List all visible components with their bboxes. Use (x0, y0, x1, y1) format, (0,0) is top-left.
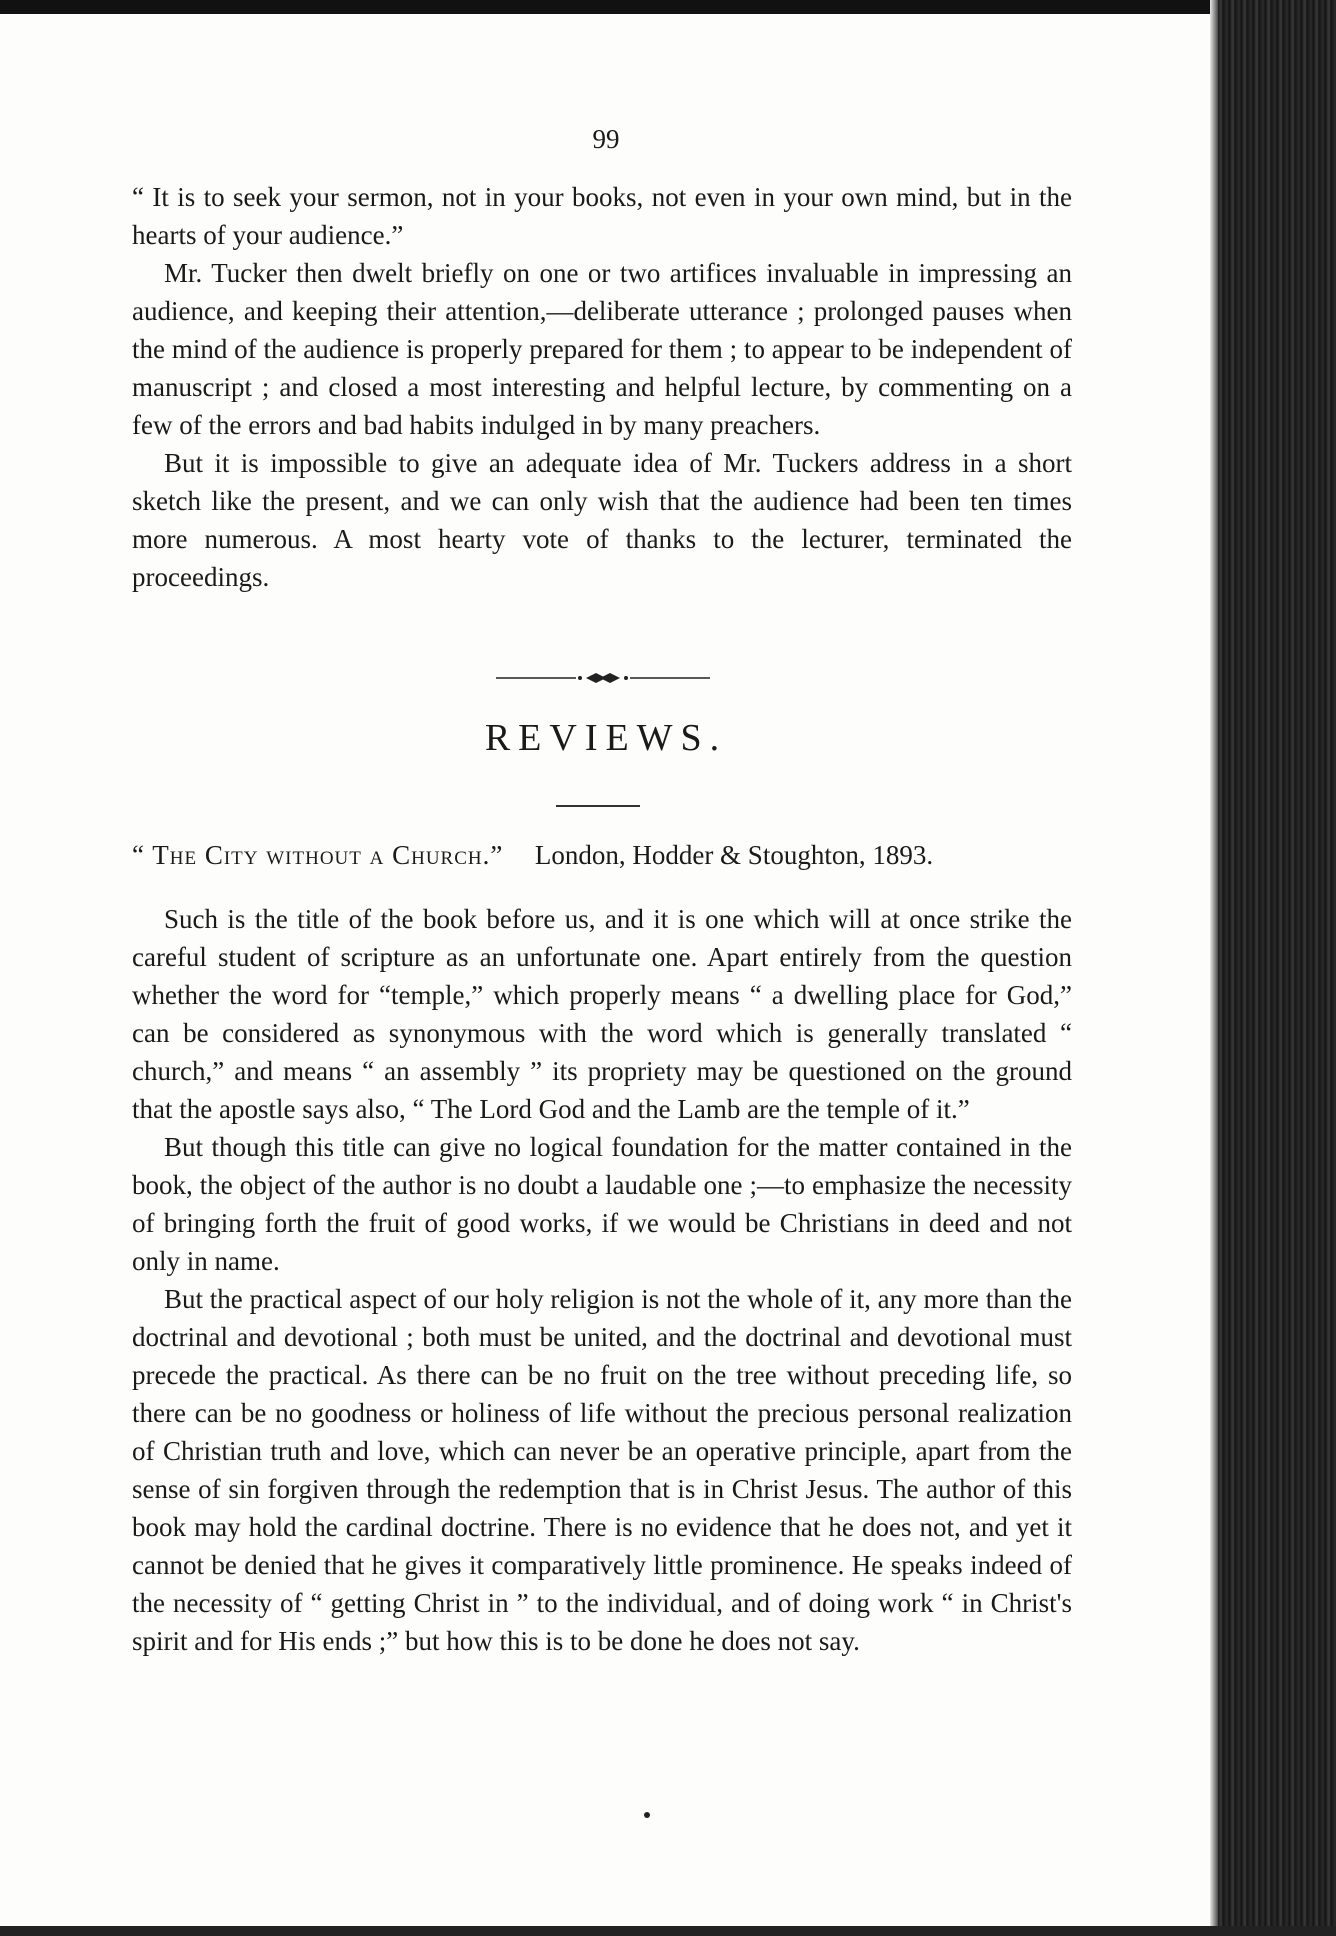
review-paragraph: But the practical aspect of our holy religion is not the whole of it, any more than the doctrinal and devotional ; both must be united, and the doctrinal and devotional must precede the practical. As there can be no fruit on the tree without preceding life, so there can be no goodness or holiness of life without the precious personal realization of Christian truth and love, which can never be an operative principle, apart from the sense of sin forgiven through the redemption that is in Christ Jesus. The author of this book may hold the cardinal doctrine. There is no evidence that he does not, and yet it cannot be denied that he gives it comparatively little prominence. He speaks indeed of the necessity of “ getting Christ in ” to the individual, and of doing work “ in Christ's spirit and for His ends ;” but how this is to be done he does not say. (132, 1284, 1072, 1656)
lecture-section (132, 178, 1072, 596)
ornamental-divider (496, 668, 710, 688)
heading-rule (556, 805, 640, 807)
review-body (132, 900, 1072, 1660)
book-binding (1218, 0, 1336, 1936)
review-citation (132, 836, 1072, 874)
reviews-heading: REVIEWS. (484, 717, 728, 759)
page-number: 99 (592, 124, 620, 154)
stray-mark (644, 1812, 650, 1818)
publication-info: London, Hodder & Stoughton, 1893. (534, 840, 934, 870)
bottom-scan-shadow (0, 1926, 1336, 1936)
lecture-paragraph: But it is impossible to give an adequate idea of Mr. Tuckers address in a short sketch like the present, and we can only wish that the audience had been ten times more numerous. A most hearty vote of thanks to the lecturer, terminated the proceedings. (132, 448, 1072, 592)
top-scan-shadow (0, 0, 1336, 14)
review-paragraph: But though this title can give no logical foundation for the matter contained in the book, the object of the author is no doubt a laudable one ;—to emphasize the necessity of bringing forth the fruit of good works, if we would be Christians in deed and not only in name. (132, 1132, 1072, 1276)
lecture-paragraph: “ It is to seek your sermon, not in your books, not even in your own mind, but in the hearts of your audience.” (132, 182, 1072, 250)
lecture-paragraph: Mr. Tucker then dwelt briefly on one or two artifices invaluable in impressing an audience, and keeping their attention,—deliberate utterance ; prolonged pauses when the mind of the audience is properly prepared for them ; to appear to be independent of manuscript ; and closed a most interesting and helpful lecture, by commenting on a few of the errors and bad habits indulged in by many preachers. (132, 258, 1072, 440)
page-edge (1210, 0, 1218, 1936)
book-title: “ The City without a Church.” (132, 840, 504, 870)
review-paragraph: Such is the title of the book before us, and it is one which will at once strike the careful student of scripture as an unfortunate one. Apart entirely from the question whether the word for “temple,” which properly means “ a dwelling place for God,” can be considered as synonymous with the word which is generally translated “ church,” and means “ an assembly ” its propriety may be questioned on the ground that the apostle says also, “ The Lord God and the Lamb are the temple of it.” (132, 904, 1072, 1124)
